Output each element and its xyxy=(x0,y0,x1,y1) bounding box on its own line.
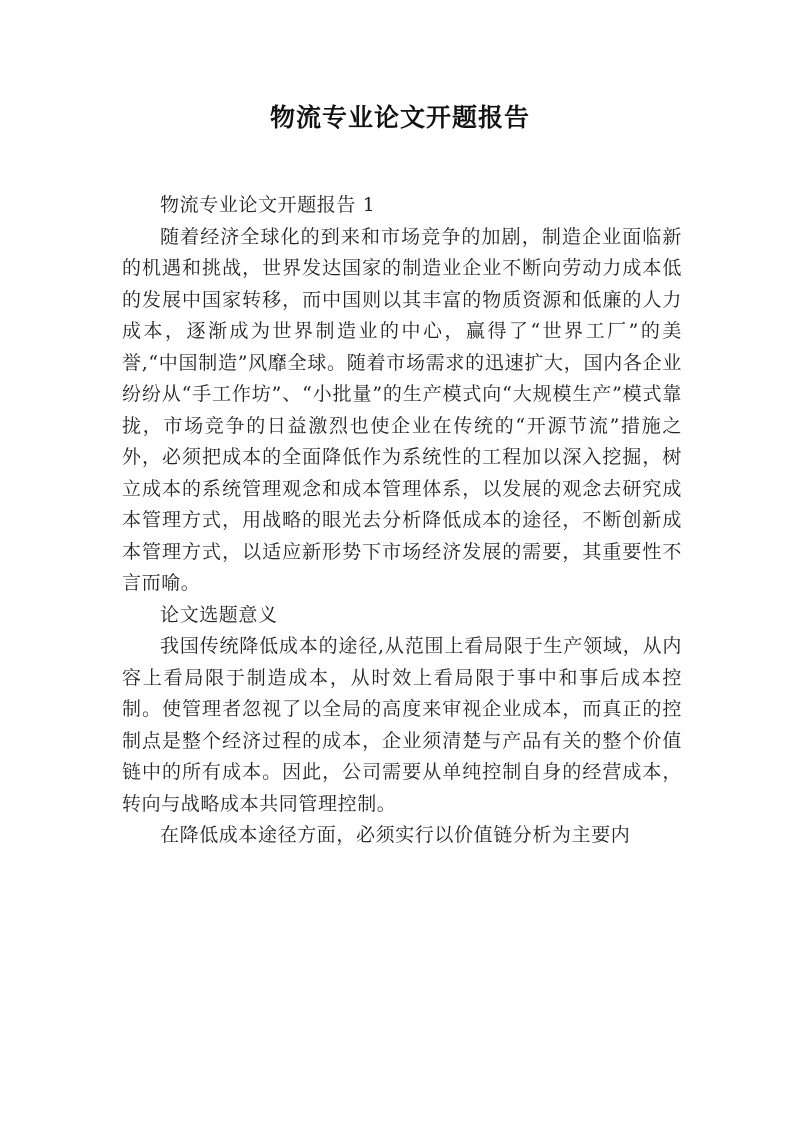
intro-paragraph: 随着经济全球化的到来和市场竞争的加剧，制造企业面临新的机遇和挑战，世界发达国家的制造业企业不断向劳动力成本低的发展中国家转移，而中国则以其丰富的物质资源和低廉的人力成本，逐渐成为世界制造业的中心，赢得了“世界工厂”的美誉,“中国制造”风靡全球。随着市场需求的迅速扩大，国内各企业纷纷从“手工作坊”、“小批量”的生产模式向“大规模生产”模式靠拢，市场竞争的日益激烈也使企业在传统的“开源节流”措施之外，必须把成本的全面降低作为系统性的工程加以深入挖掘，树立成本的系统管理观念和成本管理体系，以发展的观念去研究成本管理方式，用战略的眼光去分析降低成本的途径，不断创新成本管理方式，以适应新形势下市场经济发展的需要，其重要性不言而喻。 xyxy=(122,225,682,594)
section-heading: 论文选题意义 xyxy=(160,603,278,626)
report-subtitle: 物流专业论文开题报告 1 xyxy=(160,194,376,216)
document-body xyxy=(122,190,682,852)
cost-reduction-paragraph: 在降低成本途径方面，必须实行以价值链分析为主要内 xyxy=(160,824,631,846)
document-title: 物流专业论文开题报告 xyxy=(269,103,530,132)
significance-paragraph: 我国传统降低成本的途径,从范围上看局限于生产领域，从内容上看局限于制造成本，从时效上看局限于事中和事后成本控制。使管理者忽视了以全局的高度来审视企业成本，而真正的控制点是整个经济过程的成本，企业须清楚与产品有关的整个价值链中的所有成本。因此，公司需要从单纯控制自身的经营成本，转向与战略成本共同管理控制。 xyxy=(122,635,682,815)
